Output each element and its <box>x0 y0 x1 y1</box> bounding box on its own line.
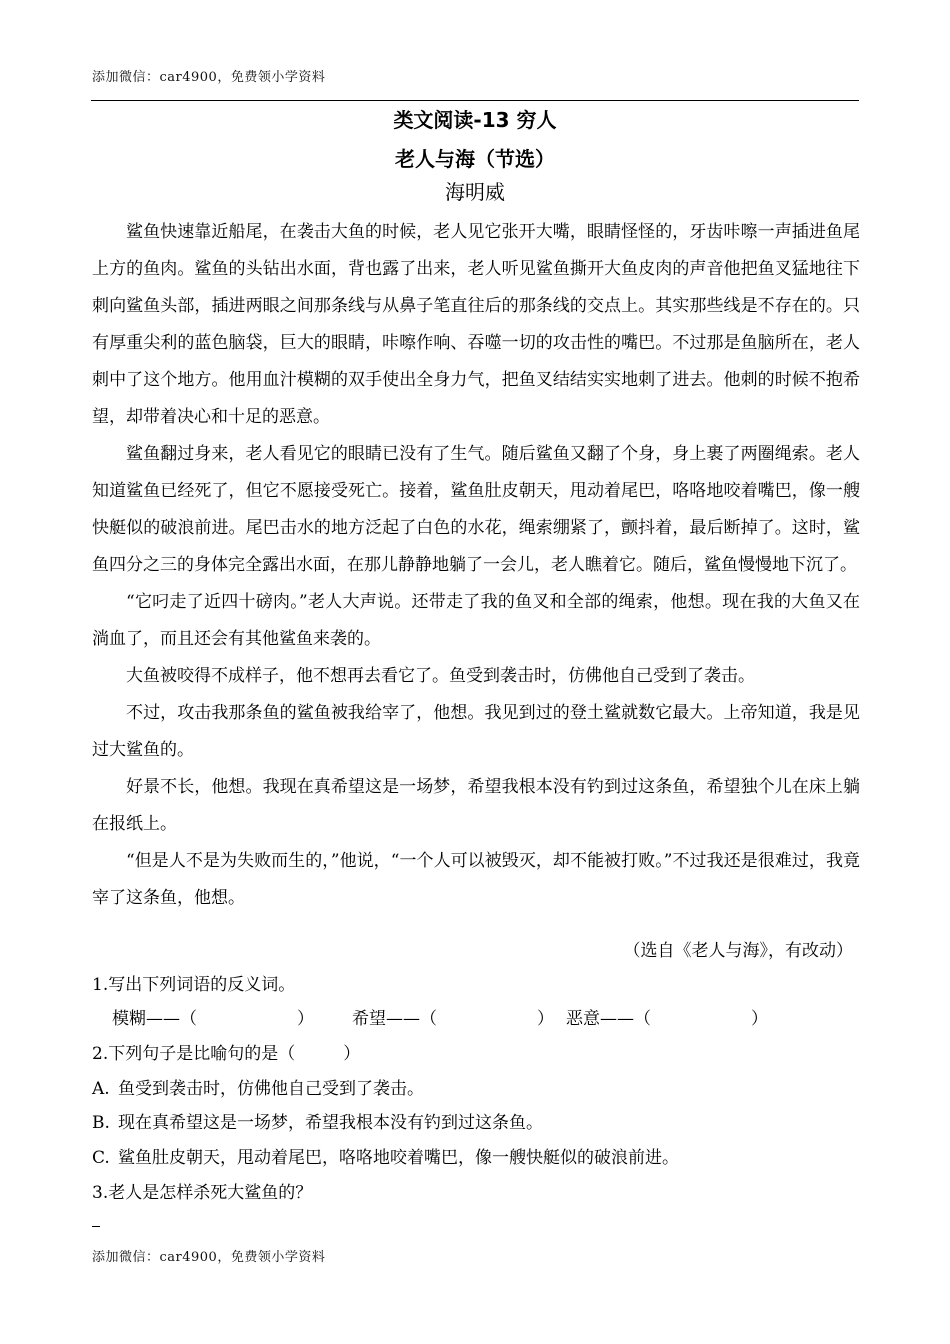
close-paren: ） <box>751 1009 768 1029</box>
page-title: 类文阅读-13 穷人 <box>393 108 557 132</box>
option-b <box>92 1108 543 1138</box>
option-text: 鱼受到袭击时，仿佛他自己受到了袭击。 <box>118 1079 424 1099</box>
question-2 <box>92 1039 360 1069</box>
option-label: C. <box>92 1148 110 1168</box>
source-citation: （选自《老人与海》，有改动） <box>623 941 853 961</box>
close-paren: ） <box>297 1009 314 1029</box>
question-2-text: 2.下列句子是比喻句的是（ <box>92 1044 296 1064</box>
option-text: 现在真希望这是一场梦，希望我根本没有钓到过这条鱼。 <box>118 1113 543 1133</box>
paragraph: 大鱼被咬得不成样子，他不想再去看它了。鱼受到袭击时，仿佛他自己受到了袭击。 <box>126 666 755 686</box>
question-1-blanks <box>112 1004 768 1034</box>
article-body <box>92 214 860 917</box>
footer-mark <box>92 1226 100 1227</box>
option-label: B. <box>92 1113 110 1133</box>
option-a <box>92 1074 424 1104</box>
close-paren: ） <box>343 1044 361 1064</box>
article-author: 海明威 <box>445 180 505 204</box>
option-label: A. <box>92 1079 110 1099</box>
paragraph: 鲨鱼快速靠近船尾，在袭击大鱼的时候，老人见它张开大嘴，眼睛怪怪的，牙齿咔嚓一声插进鱼尾上方的鱼肉。鲨鱼的头钻出水面，背也露了出来，老人听见鲨鱼撕开大鱼皮肉的声音他把鱼叉猛地往下刺向鲨鱼头部，插进两眼之间那条线与从鼻子笔直往后的那条线的交点上。其实那些线是不存在的。只有厚重尖利的蓝色脑袋，巨大的眼睛，咔嚓作响、吞噬一切的攻击性的嘴巴。不过那是鱼脑所在，老人刺中了这个地方。他用血汁模糊的双手使出全身力气，把鱼叉结结实实地刺了进去。他刺的时候不抱希望，却带着决心和十足的恶意。 <box>92 222 860 427</box>
header-divider <box>91 100 859 101</box>
antonym-word-1: 模糊——（ <box>112 1009 197 1029</box>
footer-note: 添加微信：car4900，免费领小学资料 <box>92 1250 326 1265</box>
antonym-word-2: 希望——（ <box>352 1009 437 1029</box>
antonym-word-3: 恶意——（ <box>566 1009 651 1029</box>
option-text: 鲨鱼肚皮朝天，甩动着尾巴，咯咯地咬着嘴巴，像一艘快艇似的破浪前进。 <box>118 1148 679 1168</box>
question-1: 1.写出下列词语的反义词。 <box>92 975 296 995</box>
article-title: 老人与海（节选） <box>395 147 555 171</box>
header-note: 添加微信：car4900，免费领小学资料 <box>92 70 326 85</box>
option-c <box>92 1143 679 1173</box>
paragraph: 不过，攻击我那条鱼的鲨鱼被我给宰了，他想。我见到过的登土鲨就数它最大。上帝知道，我是见过大鲨鱼的。 <box>92 703 860 760</box>
paragraph: 鲨鱼翻过身来，老人看见它的眼睛已没有了生气。随后鲨鱼又翻了个身，身上裹了两圈绳索。老人知道鲨鱼已经死了，但它不愿接受死亡。接着，鲨鱼肚皮朝天，甩动着尾巴，咯咯地咬着嘴巴，像一艘快艇似的破浪前进。尾巴击水的地方泛起了白色的水花，绳索绷紧了，颤抖着，最后断掉了。这时，鲨鱼四分之三的身体完全露出水面，在那儿静静地躺了一会儿，老人瞧着它。随后，鲨鱼慢慢地下沉了。 <box>92 444 860 575</box>
paragraph: 好景不长，他想。我现在真希望这是一场梦，希望我根本没有钓到过这条鱼，希望独个儿在床上躺在报纸上。 <box>92 777 860 834</box>
close-paren: ） <box>537 1009 554 1029</box>
paragraph: “但是人不是为失败而生的，”他说，“一个人可以被毁灭，却不能被打败。”不过我还是很难过，我竟宰了这条鱼，他想。 <box>92 851 860 908</box>
question-3: 3.老人是怎样杀死大鲨鱼的？ <box>92 1183 313 1203</box>
paragraph: “它叼走了近四十磅肉。”老人大声说。还带走了我的鱼叉和全部的绳索，他想。现在我的大鱼又在淌血了，而且还会有其他鲨鱼来袭的。 <box>92 592 860 649</box>
